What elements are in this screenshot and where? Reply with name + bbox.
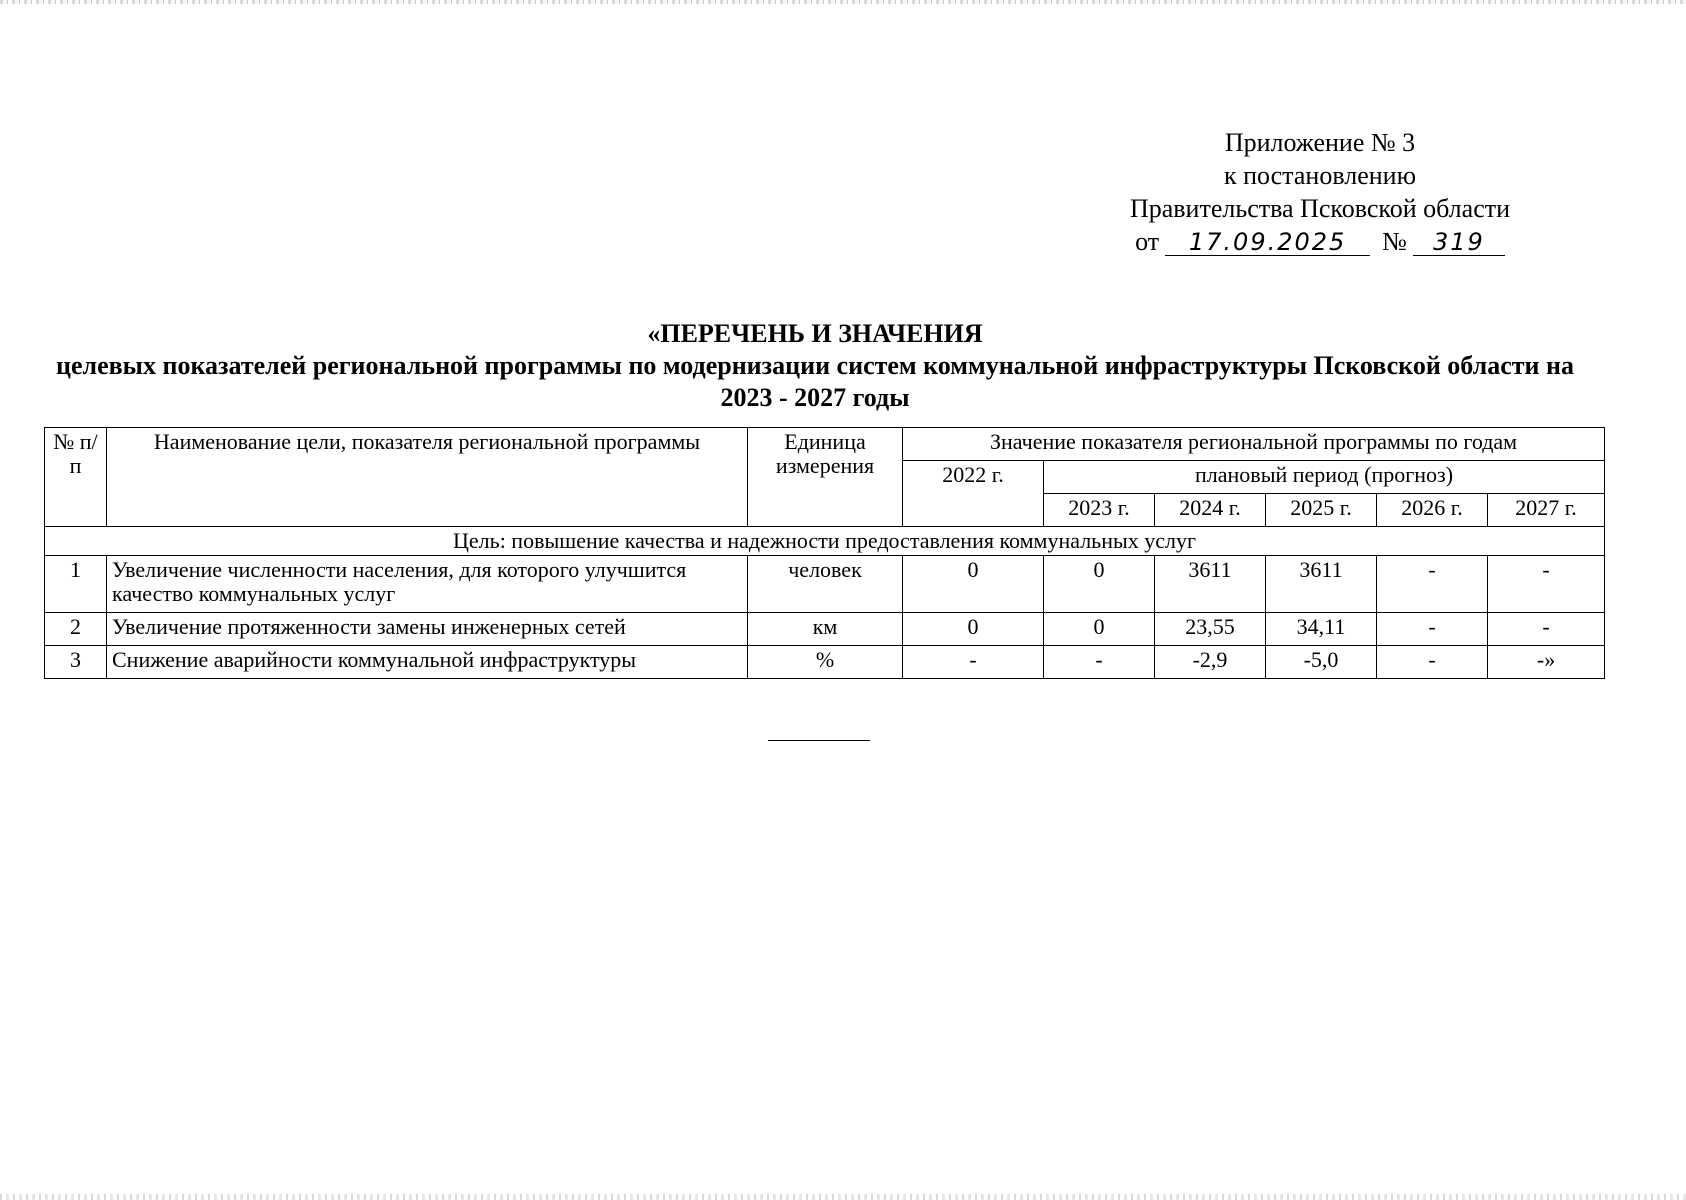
- goal-text: Цель: повышение качества и надежности предоставления коммунальных услуг: [45, 527, 1605, 556]
- cell-2024: 23,55: [1155, 613, 1266, 646]
- from-prefix: от: [1135, 227, 1160, 256]
- cell-2025: 3611: [1266, 556, 1377, 613]
- end-of-document-rule: [768, 740, 870, 741]
- cell-number: 3: [45, 646, 107, 679]
- cell-name: Снижение аварийности коммунальной инфраструктуры: [107, 646, 748, 679]
- handwritten-date: 17.09.2025: [1165, 229, 1370, 256]
- scan-edge-bottom: [0, 1194, 1686, 1200]
- cell-2027: -»: [1488, 646, 1605, 679]
- cell-2025: 34,11: [1266, 613, 1377, 646]
- header-year-2025: 2025 г.: [1266, 494, 1377, 527]
- header-year-2023: 2023 г.: [1044, 494, 1155, 527]
- cell-unit: км: [748, 613, 903, 646]
- header-year-2024: 2024 г.: [1155, 494, 1266, 527]
- table-row: [45, 613, 1605, 646]
- appendix-line-3: Правительства Псковской области: [1129, 194, 1511, 223]
- cell-name: Увеличение протяженности замены инженерных сетей: [107, 613, 748, 646]
- cell-2025: -5,0: [1266, 646, 1377, 679]
- title-line-1: «ПЕРЕЧЕНЬ И ЗНАЧЕНИЯ: [647, 319, 983, 348]
- cell-unit: %: [748, 646, 903, 679]
- cell-2023: 0: [1044, 556, 1155, 613]
- indicators-table: [44, 427, 1605, 679]
- cell-unit: человек: [748, 556, 903, 613]
- appendix-line-2: к постановлению: [1223, 161, 1417, 190]
- cell-2024: 3611: [1155, 556, 1266, 613]
- cell-2022: 0: [903, 613, 1044, 646]
- cell-2026: -: [1377, 556, 1488, 613]
- cell-2022: 0: [903, 556, 1044, 613]
- header-number: № п/п: [45, 428, 107, 527]
- cell-2026: -: [1377, 646, 1488, 679]
- cell-2024: -2,9: [1155, 646, 1266, 679]
- appendix-block: [1120, 126, 1520, 258]
- header-name: Наименование цели, показателя региональной программы: [107, 428, 748, 527]
- cell-number: 2: [45, 613, 107, 646]
- document-title: [40, 318, 1590, 414]
- appendix-date-line: [1120, 225, 1520, 258]
- table-row: [45, 556, 1605, 613]
- header-year-2027: 2027 г.: [1488, 494, 1605, 527]
- cell-name: Увеличение численности населения, для которого улучшится качество коммунальных услуг: [107, 556, 748, 613]
- table-row: [45, 646, 1605, 679]
- header-values-by-year: Значение показателя региональной программы по годам: [903, 428, 1605, 461]
- handwritten-number: 319: [1413, 229, 1505, 256]
- scan-edge-top: [0, 0, 1686, 4]
- number-prefix: №: [1382, 227, 1407, 256]
- appendix-line-1: Приложение № 3: [1224, 128, 1416, 157]
- header-base-year: 2022 г.: [903, 461, 1044, 527]
- header-row-1: [45, 428, 1605, 461]
- header-unit: Единица измерения: [748, 428, 903, 527]
- header-planned-period: плановый период (прогноз): [1044, 461, 1605, 494]
- goal-row: [45, 527, 1605, 556]
- cell-2022: -: [903, 646, 1044, 679]
- cell-2023: -: [1044, 646, 1155, 679]
- header-year-2026: 2026 г.: [1377, 494, 1488, 527]
- cell-2027: -: [1488, 613, 1605, 646]
- cell-2027: -: [1488, 556, 1605, 613]
- cell-number: 1: [45, 556, 107, 613]
- title-line-2: целевых показателей региональной программы по модернизации систем коммунальной инфраструктуры Псковской области на 2023 - 2027 годы: [55, 351, 1575, 412]
- cell-2026: -: [1377, 613, 1488, 646]
- cell-2023: 0: [1044, 613, 1155, 646]
